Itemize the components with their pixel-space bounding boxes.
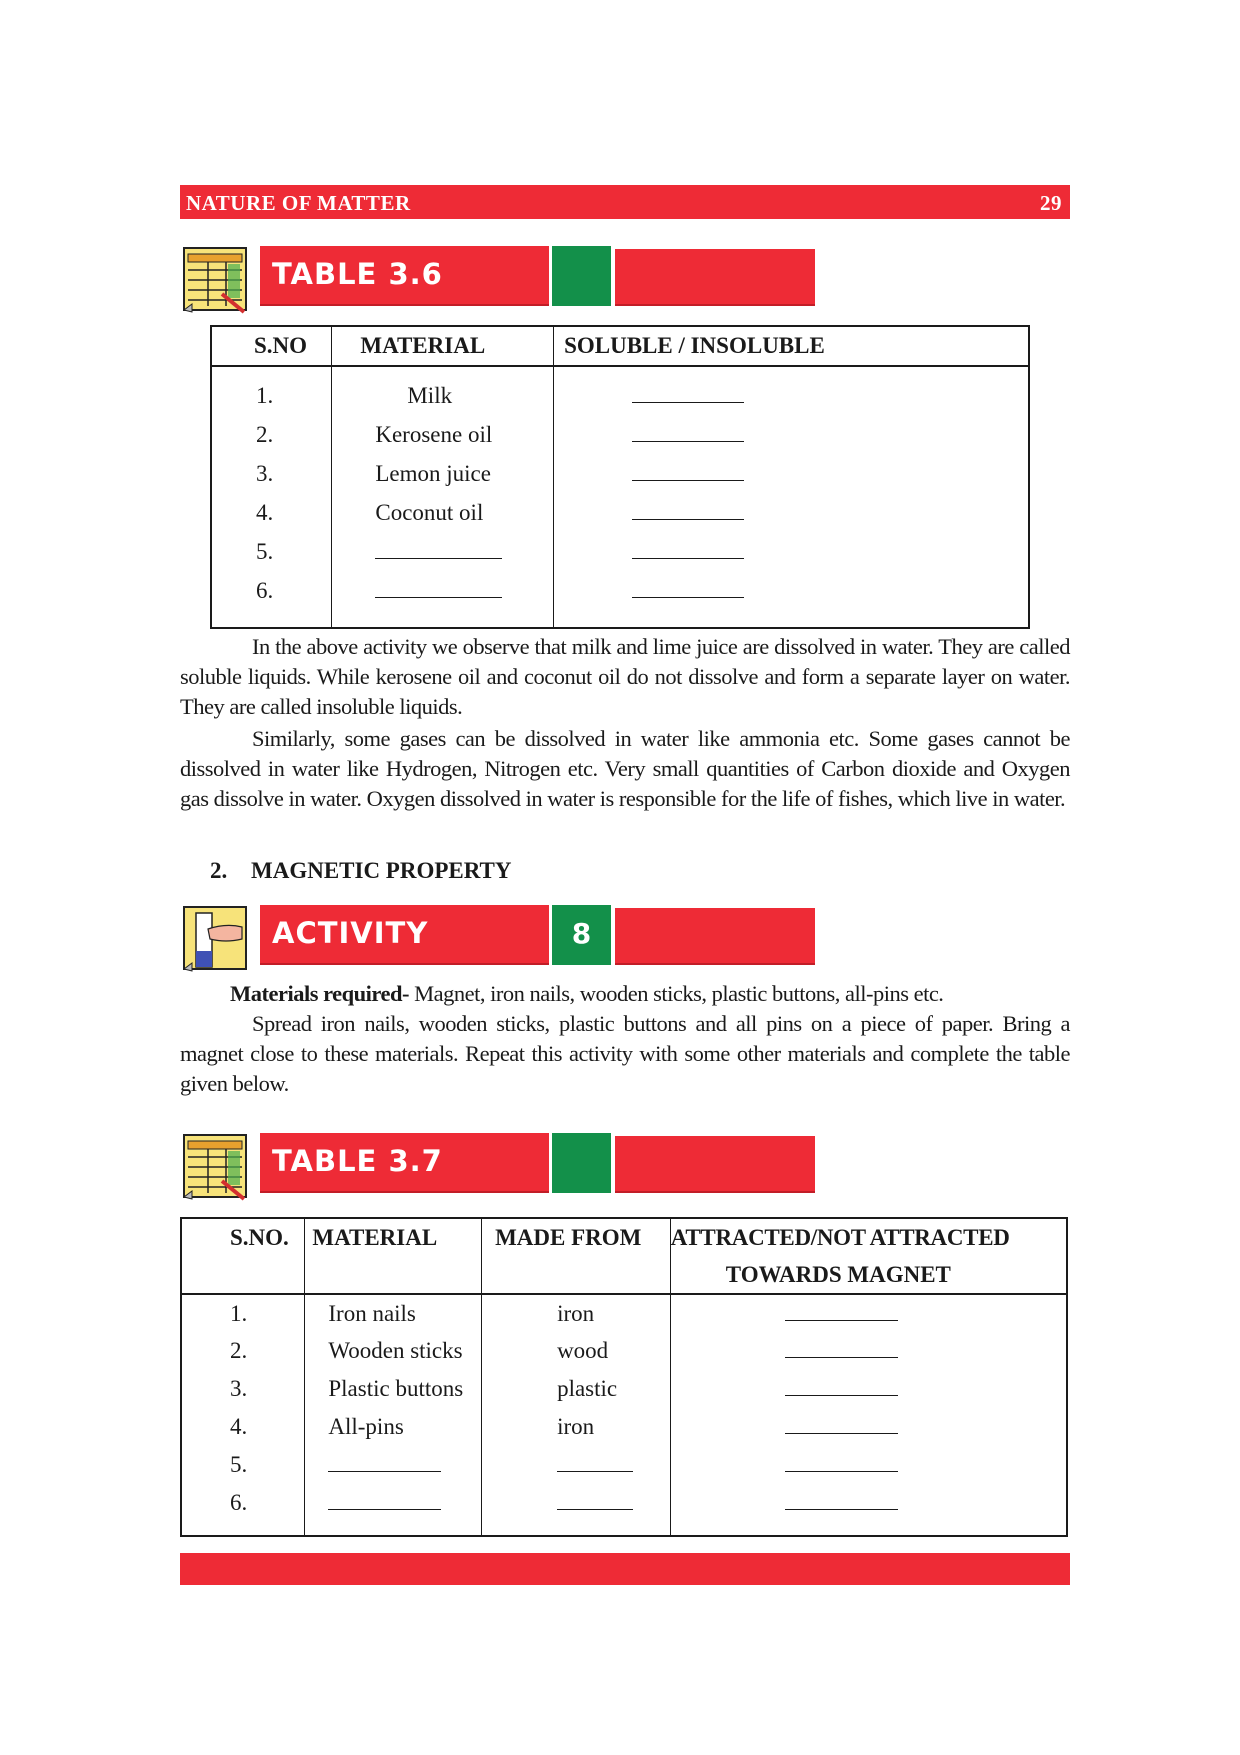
row-made-from: plastic <box>482 1370 671 1408</box>
table-3-7 <box>180 1217 1068 1537</box>
row-material: Coconut oil <box>332 493 554 532</box>
header-attracted: ATTRACTED/NOT ATTRACTED <box>670 1218 1067 1256</box>
header-sno: S.NO <box>254 333 308 358</box>
table-3-6-banner <box>182 246 822 306</box>
header-towards-magnet: TOWARDS MAGNET <box>670 1256 1067 1294</box>
row-sno: 3. <box>256 460 274 486</box>
row-material: Iron nails <box>305 1294 482 1332</box>
chapter-title: NATURE OF MATTER <box>186 191 411 215</box>
materials-text: Magnet, iron nails, wooden sticks, plastic buttons, all-pins etc. <box>409 981 944 1006</box>
made-from-blank <box>557 1453 633 1472</box>
activity-8-banner <box>182 905 822 965</box>
row-sno: 5. <box>256 538 274 564</box>
materials-label: Materials required- <box>230 981 410 1006</box>
row-sno: 1. <box>230 1300 248 1326</box>
table-header-row <box>181 1218 1067 1256</box>
table-row <box>181 1332 1067 1370</box>
table-row <box>211 493 1029 532</box>
answer-blank <box>785 1302 898 1321</box>
flask-hand-icon <box>182 905 252 973</box>
row-material: All-pins <box>305 1408 482 1446</box>
page-footer-bar <box>180 1553 1070 1585</box>
table-chart-icon <box>182 246 252 314</box>
answer-blank <box>632 384 744 403</box>
row-sno: 6. <box>230 1490 248 1515</box>
banner-red-block-2 <box>615 249 815 306</box>
row-sno: 6. <box>256 577 274 603</box>
materials-required <box>180 979 1070 1009</box>
table-row <box>211 532 1029 571</box>
row-material: Lemon juice <box>332 454 554 493</box>
made-from-blank <box>557 1491 633 1510</box>
table-row <box>181 1408 1067 1446</box>
header-material: MATERIAL <box>305 1218 482 1256</box>
page-number: 29 <box>1040 191 1062 215</box>
table-3-7-banner <box>182 1133 822 1193</box>
table-row <box>181 1484 1067 1522</box>
answer-blank <box>632 540 744 559</box>
row-made-from: wood <box>482 1332 671 1370</box>
activity-number: 8 <box>571 917 592 950</box>
row-sno: 2. <box>256 421 274 447</box>
header-made-from: MADE FROM <box>482 1218 671 1256</box>
row-sno: 3. <box>230 1376 248 1401</box>
table-row <box>181 1294 1067 1332</box>
section-title: MAGNETIC PROPERTY <box>251 858 512 883</box>
row-made-from: iron <box>482 1294 671 1332</box>
answer-blank <box>785 1453 898 1472</box>
row-sno: 5. <box>230 1452 248 1477</box>
banner-green-block <box>552 246 611 306</box>
page-header-bar <box>180 185 1070 219</box>
row-sno: 4. <box>256 499 274 525</box>
material-blank <box>375 579 502 598</box>
table-header-row-2 <box>181 1256 1067 1294</box>
table-row <box>211 415 1029 454</box>
row-material: Wooden sticks <box>305 1332 482 1370</box>
answer-blank <box>785 1339 898 1358</box>
material-blank <box>328 1491 441 1510</box>
answer-blank <box>632 579 744 598</box>
activity-instructions: Spread iron nails, wooden sticks, plastic buttons and all pins on a piece of paper. Bring a magnet close to these materials. Repeat this activity with some other materials and complete the table given below. <box>180 1011 1070 1096</box>
header-material: MATERIAL <box>332 326 554 366</box>
banner-green-block <box>552 1133 611 1193</box>
material-blank <box>375 540 502 559</box>
table-row <box>211 454 1029 493</box>
table-chart-icon <box>182 1133 252 1201</box>
banner-red-block-2 <box>615 908 815 965</box>
paragraph-soluble-liquids: In the above activity we observe that milk and lime juice are dissolved in water. They are called soluble liquids. While kerosene oil and coconut oil do not dissolve and form a separate layer on water. They are called insoluble liquids. <box>180 634 1070 719</box>
answer-blank <box>632 501 744 520</box>
table-3-6 <box>210 325 1030 629</box>
answer-blank <box>785 1415 898 1434</box>
row-material: Kerosene oil <box>332 415 554 454</box>
banner-red-block-2 <box>615 1136 815 1193</box>
answer-blank <box>632 462 744 481</box>
row-material: Plastic buttons <box>305 1370 482 1408</box>
header-soluble: SOLUBLE / INSOLUBLE <box>554 326 1029 366</box>
activity-label: ACTIVITY <box>272 916 429 950</box>
header-sno: S.NO. <box>230 1224 289 1250</box>
answer-blank <box>785 1491 898 1510</box>
section-number: 2. <box>210 858 228 883</box>
table-row <box>211 571 1029 610</box>
table-row <box>181 1446 1067 1484</box>
row-material: Milk <box>332 376 554 415</box>
row-sno: 2. <box>230 1338 248 1363</box>
row-sno: 1. <box>256 382 274 408</box>
table-3-7-label: TABLE 3.7 <box>272 1144 443 1178</box>
answer-blank <box>632 423 744 442</box>
row-sno: 4. <box>230 1414 248 1439</box>
table-row <box>181 1370 1067 1408</box>
table-row <box>211 376 1029 415</box>
answer-blank <box>785 1377 898 1396</box>
row-made-from: iron <box>482 1408 671 1446</box>
paragraph-gases: Similarly, some gases can be dissolved in water like ammonia etc. Some gases cannot be dissolved in water like Hydrogen, Nitrogen etc. Very small quantities of Carbon dioxide and Oxygen gas dissolve in water. Oxygen dissolved in water is responsible for the life of fishes, which live in water. <box>180 726 1070 811</box>
section-heading <box>210 858 512 884</box>
table-header-row <box>211 326 1029 366</box>
table-3-6-label: TABLE 3.6 <box>272 257 443 291</box>
material-blank <box>328 1453 441 1472</box>
